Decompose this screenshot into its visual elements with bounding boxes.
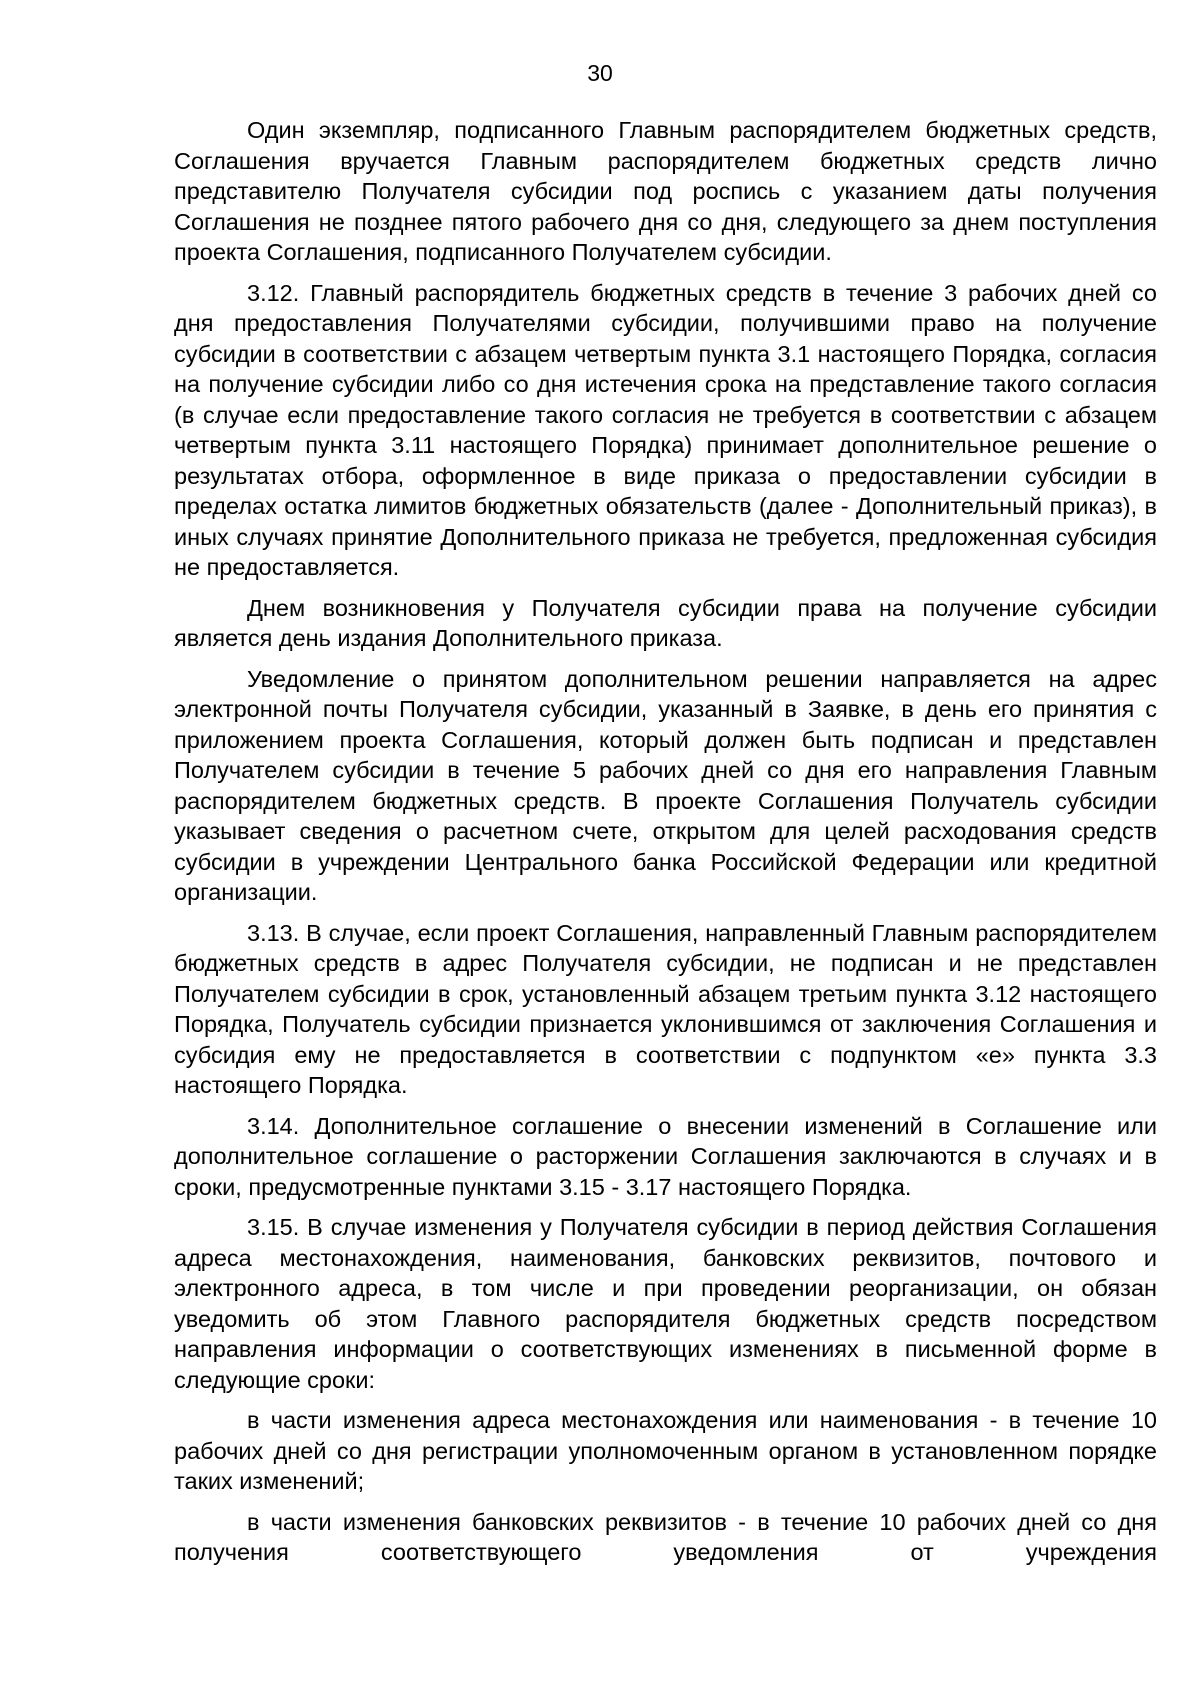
paragraph-notification: Уведомление о принятом дополнительном решении направляется на адрес электронной почты Получателя субсидии, указанный в Заявке, в день его принятия с приложением проекта Соглашения, который должен быть подписан и представлен Получателем субсидии в течение 5 рабочих дней со дня его направления Главным распорядителем бюджетных средств. В проекте Соглашения Получатель субсидии указывает сведения о расчетном счете, открытом для целей расходования средств субсидии в учреждении Центрального банка Российской Федерации или кредитной организации. xyxy=(174,665,1157,905)
paragraph-3-14: 3.14. Дополнительное соглашение о внесении изменений в Соглашение или дополнительное соглашение о расторжении Соглашения заключаются в случаях и в сроки, предусмотренные пунктами 3.15 - 3.17 настоящего Порядка. xyxy=(174,1112,1157,1200)
paragraph-bank-details-change: в части изменения банковских реквизитов - в течение 10 рабочих дней со дня получения соответствующего уведомления от учреждения xyxy=(174,1508,1157,1565)
paragraph-address-change: в части изменения адреса местонахождения или наименования - в течение 10 рабочих дней со дня регистрации уполномоченным органом в установленном порядке таких изменений; xyxy=(174,1407,1157,1494)
paragraph-right-emergence: Днем возникновения у Получателя субсидии права на получение субсидии является день издания Дополнительного приказа. xyxy=(174,594,1157,651)
document-body xyxy=(174,115,1157,1568)
paragraph-3-15: 3.15. В случае изменения у Получателя субсидии в период действия Соглашения адреса местонахождения, наименования, банковских реквизитов, почтового и электронного адреса, в том числе и при проведении реорганизации, он обязан уведомить об этом Главного распорядителя бюджетных средств посредством направления информации о соответствующих изменениях в письменной форме в следующие сроки: xyxy=(174,1214,1157,1393)
paragraph-3-13: 3.13. В случае, если проект Соглашения, направленный Главным распорядителем бюджетных средств в адрес Получателя субсидии, не подписан и не представлен Получателем субсидии в срок, установленный абзацем третьим пункта 3.12 настоящего Порядка, Получатель субсидии признается уклонившимся от заключения Соглашения и субсидия ему не предоставляется в соответствии с подпунктом «е» пункта 3.3 настоящего Порядка. xyxy=(174,919,1157,1098)
paragraph-agreement-delivery: Один экземпляр, подписанного Главным распорядителем бюджетных средств, Соглашения вручается Главным распорядителем бюджетных средств лично представителю Получателя субсидии под роспись с указанием даты получения Соглашения не позднее пятого рабочего дня со дня, следующего за днем поступления проекта Соглашения, подписанного Получателем субсидии. xyxy=(174,117,1157,265)
paragraph-3-12: 3.12. Главный распорядитель бюджетных средств в течение 3 рабочих дней со дня предоставления Получателями субсидии, получившими право на получение субсидии в соответствии с абзацем четвертым пункта 3.1 настоящего Порядка, согласия на получение субсидии либо со дня истечения срока на представление такого согласия (в случае если предоставление такого согласия не требуется в соответствии с абзацем четвертым пункта 3.11 настоящего Порядка) принимает дополнительное решение о результатах отбора, оформленное в виде приказа о предоставлении субсидии в пределах остатка лимитов бюджетных обязательств (далее - Дополнительный приказ), в иных случаях принятие Дополнительного приказа не требуется, предложенная субсидия не предоставляется. xyxy=(174,279,1157,580)
page-number: 30 xyxy=(587,60,613,86)
